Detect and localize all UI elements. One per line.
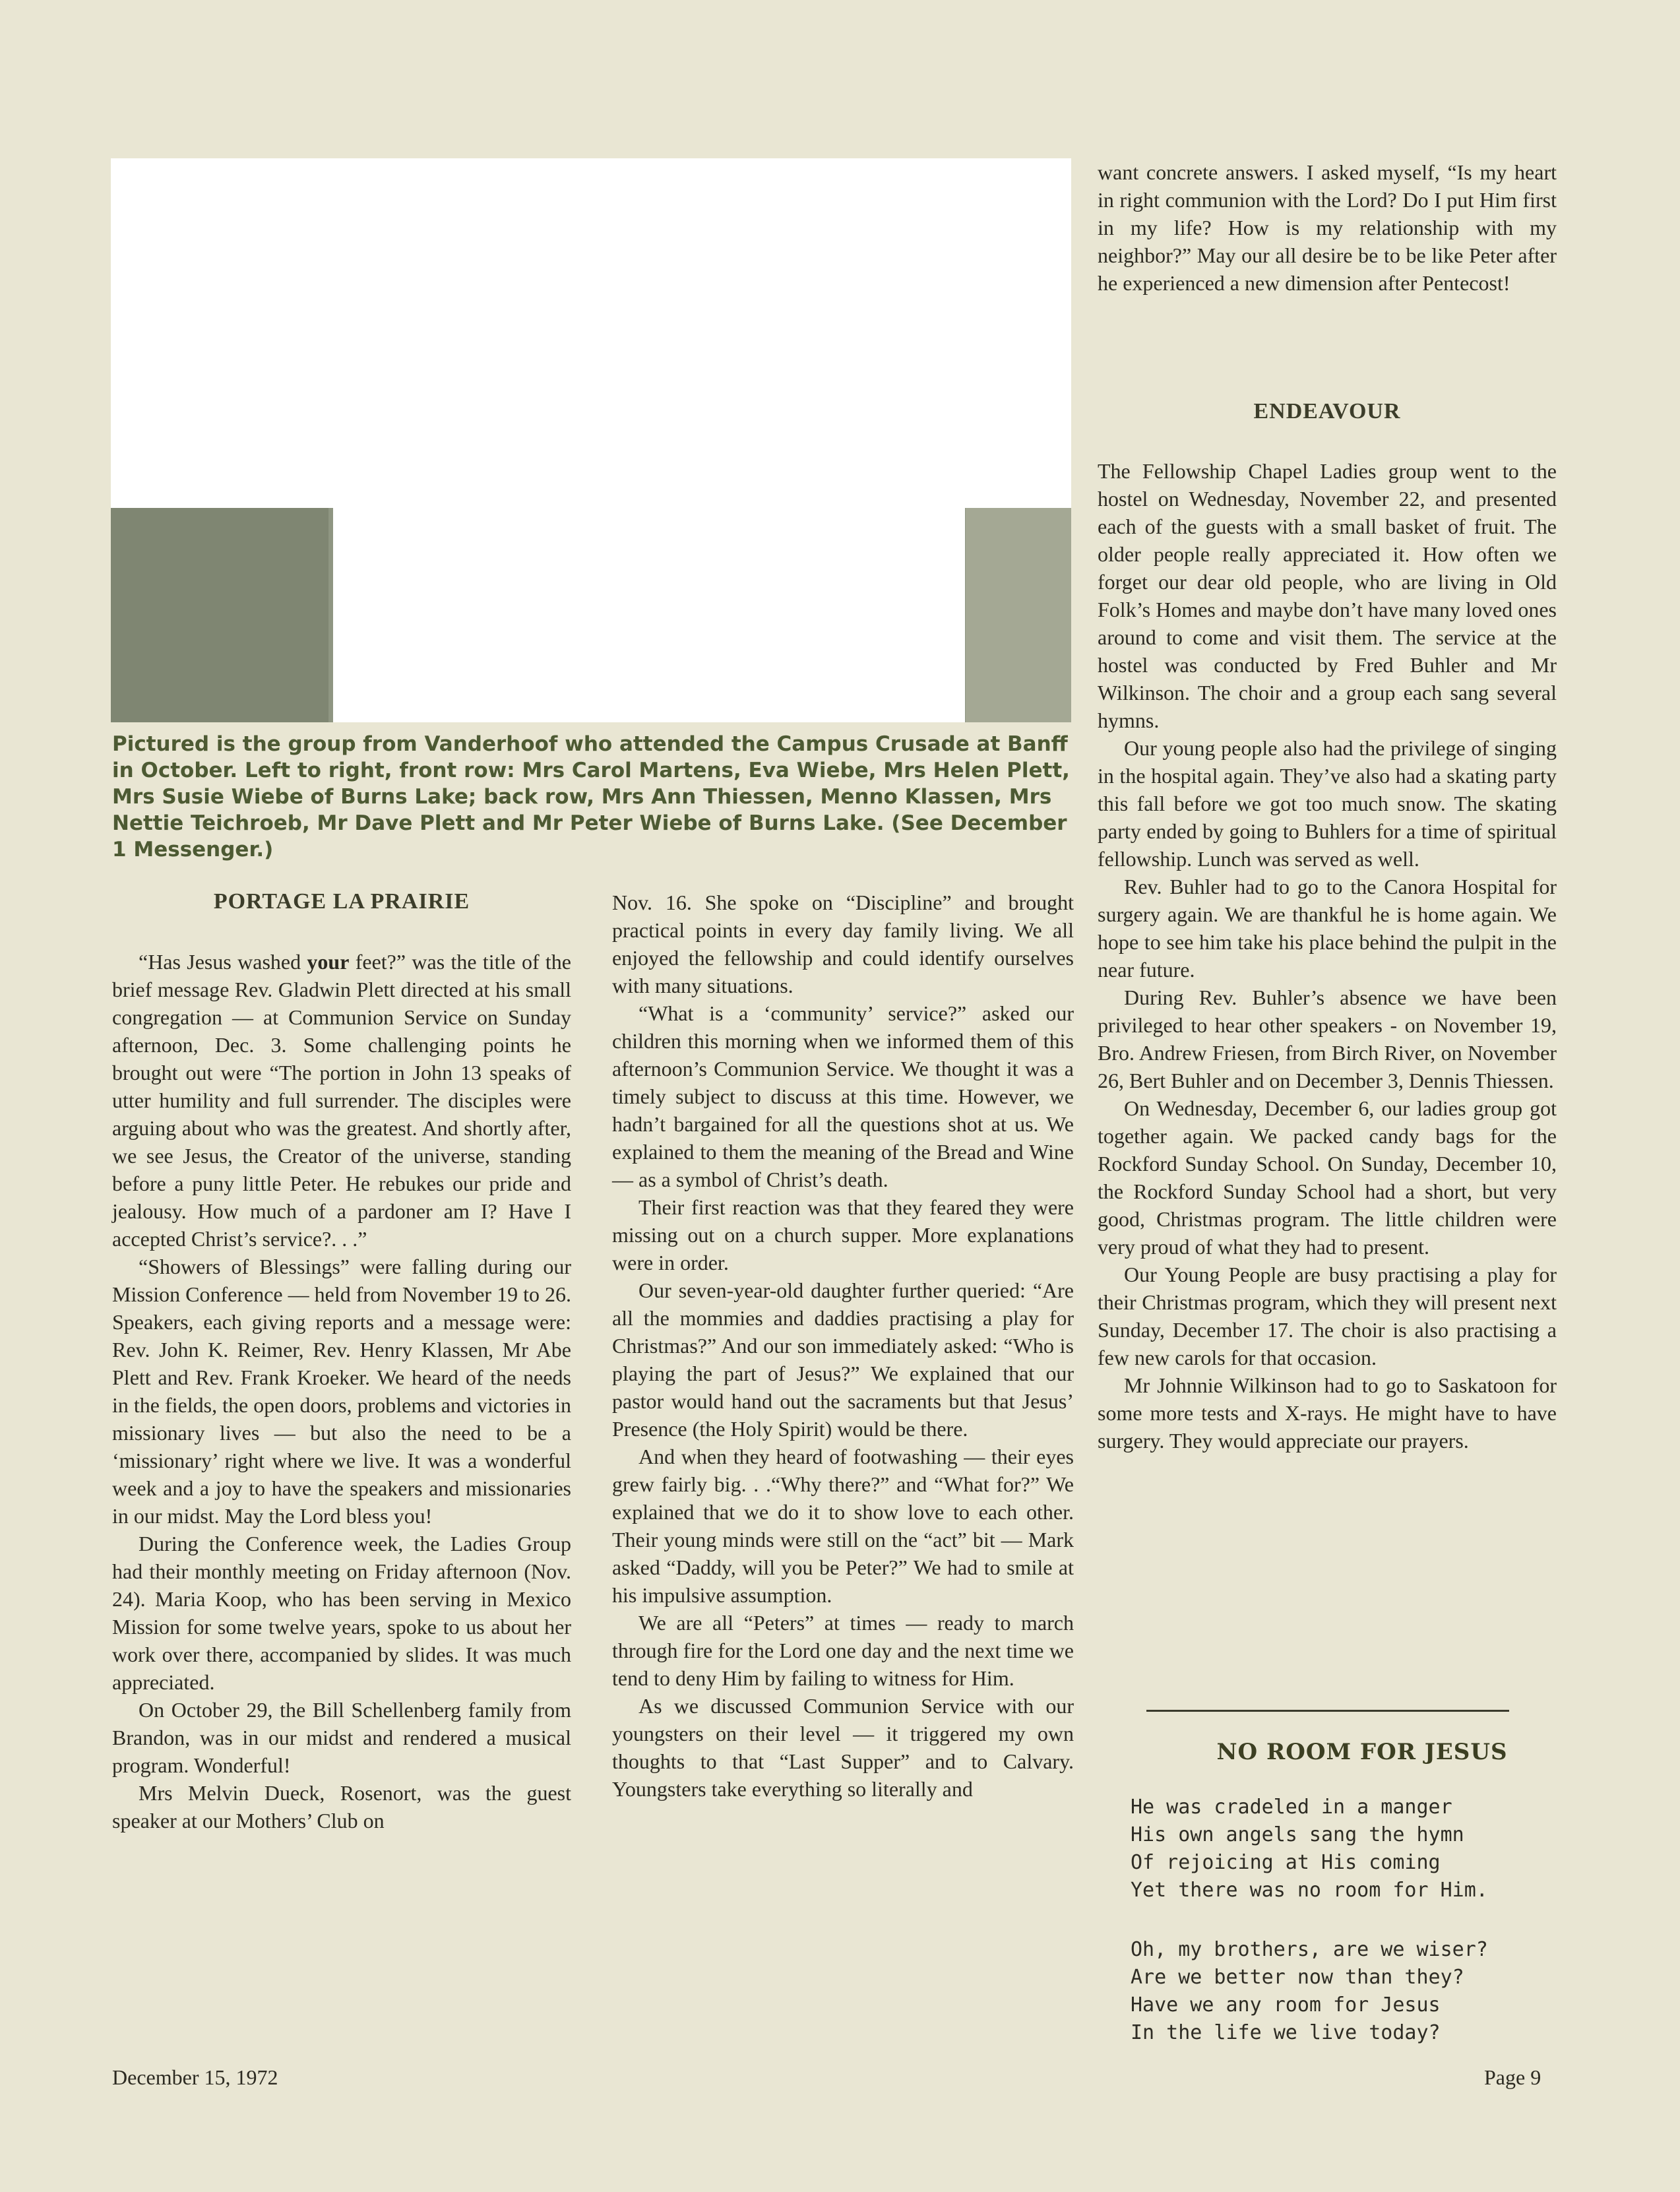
column-3-endeavour <box>1098 457 1557 1455</box>
paragraph: Their first reaction was that they feared they were missing out on a church supper. More explanations were in order. <box>612 1195 1074 1274</box>
section-divider <box>1146 1710 1509 1712</box>
paragraph: We are all “Peters” at times — ready to march through fire for the Lord one day and the next time we tend to deny Him by failing to witness for Him. <box>612 1611 1074 1690</box>
redaction-block-bottom <box>333 508 965 722</box>
poem-line: In the life we live today? <box>1131 2021 1441 2044</box>
emphasis-your: your <box>307 950 350 974</box>
paragraph: On Wednesday, December 6, our ladies group got together again. We packed candy bags for the Rockford Sunday School. On Sunday, December 10, the Rockford Sunday School had a short, but very good, Christmas program. The little children were very proud of what they had to present. <box>1098 1096 1557 1259</box>
paragraph: During Rev. Buhler’s absence we have been privileged to hear other speakers - on November 19, Bro. Andrew Friesen, from Birch River, on November 26, Bert Buhler and on December 3, Dennis Thiessen. <box>1098 986 1557 1092</box>
paragraph: Our young people also had the privilege of singing in the hospital again. They’ve also had a skating party this fall before we got too much snow. The skating party ended by going to Buhlers for a time of spiritual fellowship. Lunch was served as well. <box>1098 736 1557 871</box>
poem-line: His own angels sang the hymn <box>1131 1823 1464 1846</box>
page-number: Page 9 <box>1484 2065 1541 2089</box>
text-run: feet?” was the title of the brief message Rev. Gladwin Plett directed at his small congregation — at Communion Service on Sunday afternoon, Dec. 3. Some challenging points he brought out were “The portion in John 13 speaks of utter humility and full surrender. The disciples were arguing about who was the greatest. And shortly after, we see Jesus, the Creator of the universe, standing before a puny little Peter. He rebukes our pride and jealousy. How much of a pardoner am I? Have I accepted Christ’s service?. . .” <box>112 950 572 1251</box>
poem-line: He was cradeled in a manger <box>1131 1796 1452 1819</box>
poem-line: Have we any room for Jesus <box>1131 1993 1441 2017</box>
poem-line: Of rejoicing at His coming <box>1131 1851 1441 1874</box>
heading-endeavour: ENDEAVOUR <box>1253 399 1401 423</box>
paragraph: “What is a ‘community’ service?” asked our children this morning when we informed them of this afternoon’s Communion Service. We thought it was a timely subject to discuss at this time. However, we hadn’t bargained for all the questions shot at us. We explained to them the meaning of the Bread and Wine — as a symbol of Christ’s death. <box>612 1001 1074 1191</box>
paragraph: Our Young People are busy practising a play for their Christmas program, which they will present next Sunday, December 17. The choir is also practising a few new carols for that occasion. <box>1098 1263 1557 1369</box>
paragraph: The Fellowship Chapel Ladies group went to the hostel on Wednesday, November 22, and presented each of the guests with a small basket of fruit. The older people really appreciated it. How often we forget our dear old people, who are living in Old Folk’s Homes and maybe don’t have many loved ones around to come and visit them. The service at the hostel was conducted by Fred Buhler and Mr Wilkinson. The choir and a group each sang several hymns. <box>1098 459 1557 732</box>
heading-portage-la-prairie: PORTAGE LA PRAIRIE <box>213 889 470 914</box>
paragraph: As we discussed Communion Service with our youngsters on their level — it triggered my own thoughts to that “Last Supper” and to Calvary. Youngsters take everything so literally and <box>612 1694 1074 1801</box>
column-2 <box>612 889 1074 1803</box>
poem-stanza-2 <box>1131 1936 1488 2047</box>
column-1 <box>112 948 571 1834</box>
column-3 <box>1098 158 1557 297</box>
photo-region-left <box>111 508 328 722</box>
paragraph: Rev. Buhler had to go to the Canora Hospital for surgery again. We are thankful he is home again. We hope to see him take his place behind the pulpit in the near future. <box>1098 875 1557 982</box>
photo-caption: Pictured is the group from Vanderhoof who attended the Campus Crusade at Banff in October. Left to right, front row: Mrs Carol Martens, Eva Wiebe, Mrs Helen Plett, Mrs Susie Wiebe of Burns Lake; back row, Mrs Ann Thiessen, Menno Klassen, Mrs Nettie Teichroeb, Mr Dave Plett and Mr Peter Wiebe of Burns Lake. (See December 1 Messenger.) <box>112 732 1070 861</box>
paragraph: Mrs Melvin Dueck, Rosenort, was the guest speaker at our Mothers’ Club on <box>112 1781 571 1832</box>
poem-line: Are we better now than they? <box>1131 1966 1464 1989</box>
paragraph: Nov. 16. She spoke on “Discipline” and brought practical points in every day family living. We all enjoyed the fellowship and could identify ourselves with many situations. <box>612 891 1074 997</box>
poem-line: Yet there was no room for Him. <box>1131 1879 1488 1902</box>
paragraph: Our seven-year-old daughter further queried: “Are all the mommies and daddies practising a play for Christmas?” And our son immediately asked: “Who is playing the part of Jesus?” We explained that our pastor would hand out the sacraments but that Jesus’ Presence (the Holy Spirit) would be there. <box>612 1278 1074 1441</box>
paragraph: want concrete answers. I asked myself, “Is my heart in right communion with the Lord? Do I put Him first in my life? How is my relationship with my neighbor?” May our all desire be to be like Peter after he experienced a new dimension after Pentecost! <box>1098 160 1557 295</box>
issue-date: December 15, 1972 <box>112 2065 278 2089</box>
paragraph: On October 29, the Bill Schellenberg family from Brandon, was in our midst and rendered a musical program. Wonderful! <box>112 1698 571 1777</box>
text-run: “Has Jesus washed <box>139 950 307 974</box>
paragraph: Mr Johnnie Wilkinson had to go to Saskatoon for some more tests and X-rays. He might have to have surgery. They would appreciate our prayers. <box>1098 1373 1557 1453</box>
poem-line: Oh, my brothers, are we wiser? <box>1131 1938 1488 1961</box>
poem-stanza-1 <box>1131 1794 1488 1904</box>
paragraph <box>112 948 571 1253</box>
redaction-block-top <box>111 158 1071 508</box>
paragraph: And when they heard of footwashing — their eyes grew fairly big. . .“Why there?” and “What for?” We explained that we do it to show love to each other. Their young minds were still on the “act” bit — Mark asked “Daddy, will you be Peter?” We had to smile at his impulsive assumption. <box>612 1445 1074 1607</box>
paragraph: During the Conference week, the Ladies Group had their monthly meeting on Friday afternoon (Nov. 24). Maria Koop, who has been serving in Mexico Mission for some twelve years, spoke to us about her work over there, accompanied by slides. It was much appreciated. <box>112 1532 571 1694</box>
paragraph: “Showers of Blessings” were falling during our Mission Conference — held from November 19 to 26. Speakers, each giving reports and a message were: Rev. John K. Reimer, Rev. Henry Klassen, Mr Abe Plett and Rev. Frank Kroeker. We heard of the needs in the fields, the open doors, problems and victories in missionary lives — but also the need to be a ‘missionary’ right where we live. It was a wonderful week and a joy to have the speakers and missionaries in our midst. May the Lord bless you! <box>112 1255 571 1528</box>
poem-title: NO ROOM FOR JESUS <box>1216 1739 1508 1765</box>
